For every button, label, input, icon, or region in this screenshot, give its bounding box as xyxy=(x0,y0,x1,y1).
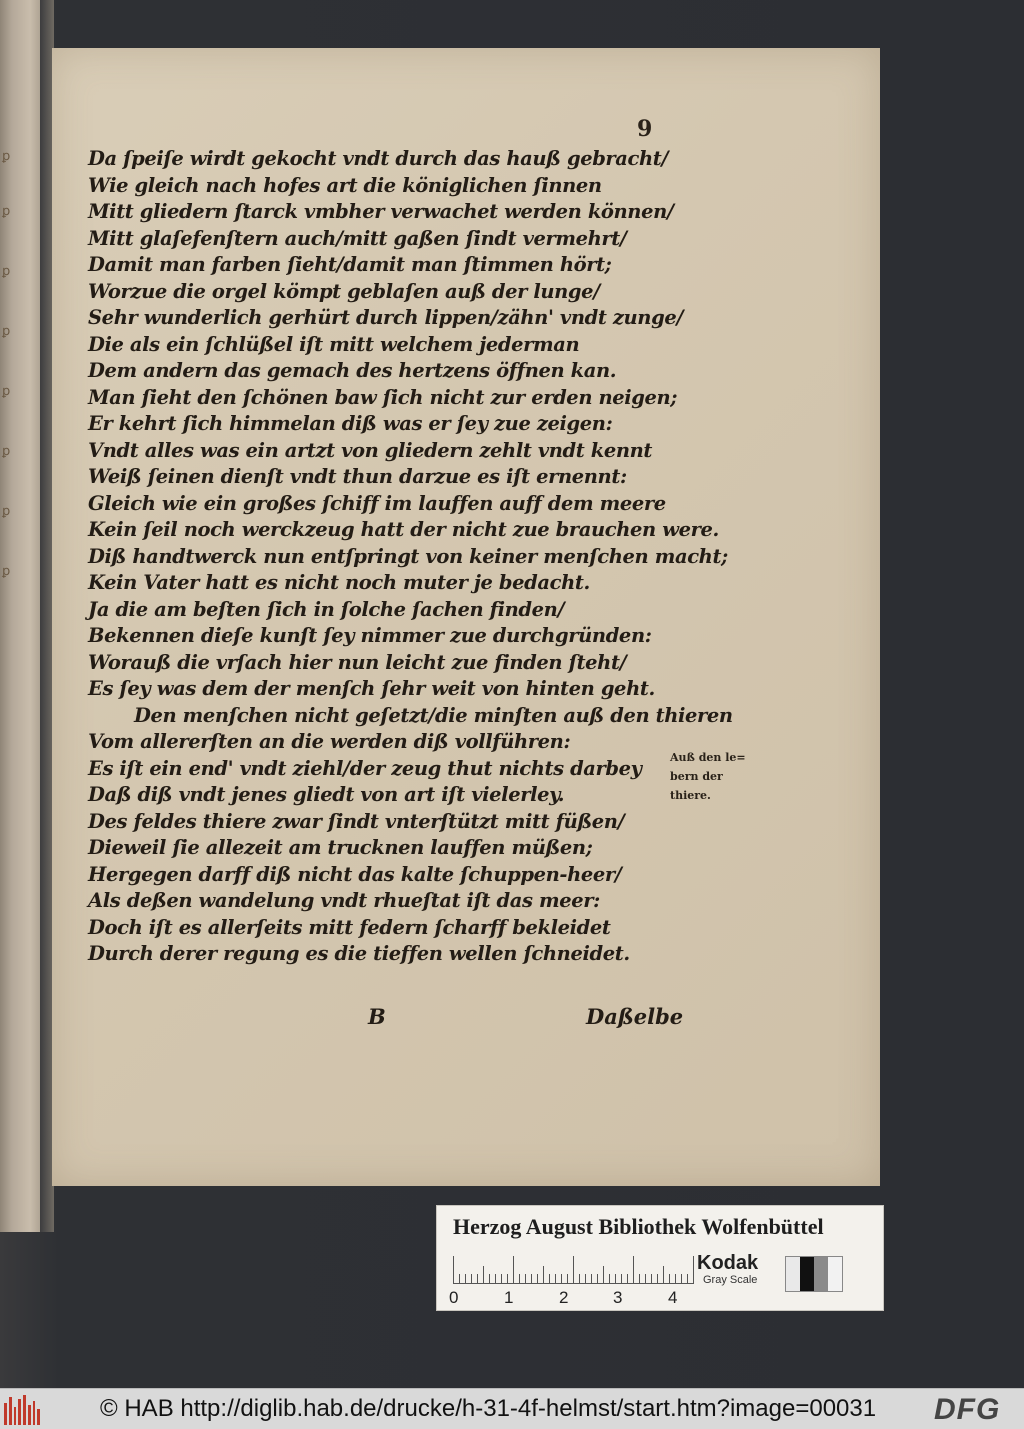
ruler-tick xyxy=(639,1274,640,1284)
margin-note xyxy=(670,748,780,805)
poem-line: Doch iſt es allerſeits mitt federn ſcharff bekleidet xyxy=(88,915,611,939)
poem-line: Damit man farben ſieht/damit man ſtimmen hört; xyxy=(88,253,612,276)
ruler-tick xyxy=(531,1274,532,1284)
ruler-tick xyxy=(519,1274,520,1284)
gray-scale-label: Gray Scale xyxy=(703,1274,758,1286)
poem-line: Ja die am beſten ſich in ſolche ſachen finden/ xyxy=(88,597,565,621)
poem-line: Dem andern das gemach des hertzens öffnen kan. xyxy=(88,359,617,382)
ruler-tick xyxy=(555,1274,556,1284)
poem-line: Er kehrt ſich himmelan diß was er ſey zue zeigen: xyxy=(88,412,613,435)
poem-line: Worauß die vrſach hier nun leicht zue finden ſteht/ xyxy=(88,650,627,674)
margin-note-line: thiere. xyxy=(670,789,711,802)
ruler-tick xyxy=(615,1274,616,1284)
footer-bar xyxy=(0,1388,1024,1429)
poem-line: Es iſt ein end' vndt ziehl/der zeug thut nichts darbey xyxy=(88,756,642,780)
poem-line: Man ſieht den ſchönen baw ſich nicht zur erden neigen; xyxy=(88,385,678,409)
ruler-tick xyxy=(681,1274,682,1284)
page-number: 9 xyxy=(637,116,653,142)
poem-line: Mitt glaſefenſtern auch/mitt gaßen ſindt vermehrt/ xyxy=(88,226,627,250)
poem-line: Worzue die orgel kömpt geblaſen auß der lunge/ xyxy=(88,279,600,303)
poem-line: Mitt gliedern ſtarck vmbher verwachet werden können/ xyxy=(88,200,674,223)
poem-line: Kein ſeil noch werckzeug hatt der nicht zue brauchen were. xyxy=(88,518,719,541)
ruler-label: 3 xyxy=(613,1288,623,1307)
poem-line: Dieweil ſie allezeit am trucknen lauffen müßen; xyxy=(88,836,593,859)
ruler-tick xyxy=(489,1274,490,1284)
ruler-tick xyxy=(483,1266,484,1284)
ruler-tick xyxy=(663,1266,664,1284)
poem-line: Hergegen darff diß nicht das kalte ſchuppen-heer/ xyxy=(88,862,622,886)
library-color-target-card xyxy=(436,1205,884,1311)
ruler-tick xyxy=(621,1274,622,1284)
ruler-tick xyxy=(513,1256,514,1284)
poem-line: Weiß ſeinen dienſt vndt thun darzue es iſt ernennt: xyxy=(88,465,627,488)
ruler-tick xyxy=(603,1266,604,1284)
ruler-label: 0 xyxy=(449,1288,459,1307)
poem-line: Durch derer regung es die tieffen wellen ſchneidet. xyxy=(88,942,630,965)
facing-page-edge xyxy=(0,0,44,1232)
ruler-tick xyxy=(567,1274,568,1284)
facing-page-fragment: ꝑ xyxy=(2,384,11,399)
copyright-url-link[interactable]: © HAB http://diglib.hab.de/drucke/h-31-4f-helmst/start.htm?image=00031 xyxy=(100,1395,877,1422)
ruler-tick xyxy=(591,1274,592,1284)
poem-line: Wie gleich nach hofes art die königlichen ſinnen xyxy=(88,173,602,197)
ruler-tick xyxy=(585,1274,586,1284)
poem-line: Es ſey was dem der menſch ſehr weit von hinten geht. xyxy=(88,677,655,700)
ruler-tick xyxy=(549,1274,550,1284)
ruler-label: 4 xyxy=(668,1288,678,1307)
poem-line: Den menſchen nicht geſetzt/die minſten auß den thieren xyxy=(134,703,733,727)
ruler-tick xyxy=(609,1274,610,1284)
facing-page-fragment: ꝑ xyxy=(2,444,11,459)
ruler-tick xyxy=(537,1274,538,1284)
ruler-label: 2 xyxy=(559,1288,569,1307)
facing-page-fragment: ꝑ xyxy=(2,564,11,579)
poem-line: Vom allererſten an die werden diß vollführen: xyxy=(88,730,571,753)
ruler-tick xyxy=(645,1274,646,1284)
margin-note-line: bern der xyxy=(670,770,723,783)
gray-scale-patches xyxy=(785,1256,843,1292)
facing-page-fragment: ꝑ xyxy=(2,324,11,339)
ruler-tick xyxy=(651,1274,652,1284)
poem-line: Diß handtwerck nun entſpringt von keiner menſchen macht; xyxy=(88,544,728,568)
ruler-tick xyxy=(669,1274,670,1284)
ruler-tick xyxy=(453,1256,454,1284)
facing-page-fragment: ꝑ xyxy=(2,149,11,164)
ruler-tick xyxy=(579,1274,580,1284)
signature-mark: B xyxy=(368,1004,386,1029)
ruler-tick xyxy=(495,1274,496,1284)
ruler-tick xyxy=(543,1266,544,1284)
ruler-labels xyxy=(449,1288,699,1308)
ruler-tick xyxy=(561,1274,562,1284)
poem-line: Kein Vater hatt es nicht noch muter je bedacht. xyxy=(88,571,590,594)
ruler-tick xyxy=(465,1274,466,1284)
hab-logo-icon xyxy=(4,1395,40,1425)
facing-page-fragment: ꝑ xyxy=(2,504,11,519)
poem-line: Die als ein ſchlüßel iſt mitt welchem jederman xyxy=(88,332,580,356)
poem-line: Des feldes thiere zwar ſindt vnterſtützt mitt füßen/ xyxy=(88,809,625,833)
ruler-tick xyxy=(525,1274,526,1284)
poem-line: Da ſpeiſe wirdt gekocht vndt durch das hauß gebracht/ xyxy=(88,147,669,170)
poem-line: Vndt alles was ein artzt von gliedern zehlt vndt kennt xyxy=(88,438,653,462)
ruler-tick xyxy=(687,1274,688,1284)
ruler-tick xyxy=(657,1274,658,1284)
ruler-tick xyxy=(675,1274,676,1284)
facing-page-fragment: ꝑ xyxy=(2,204,11,219)
catchword: Daßelbe xyxy=(586,1004,684,1029)
ruler-tick xyxy=(573,1256,574,1284)
margin-note-line: Auß den le= xyxy=(670,751,746,764)
poem-line: Sehr wunderlich gerhürt durch lippen/zähn' vndt zunge/ xyxy=(88,306,684,329)
facing-page-fragment: ꝑ xyxy=(2,264,11,279)
scale-ruler xyxy=(453,1252,693,1284)
dfg-logo: DFG xyxy=(934,1393,1001,1426)
library-name: Herzog August Bibliothek Wolfenbüttel xyxy=(453,1214,824,1239)
book-page xyxy=(52,48,880,1186)
ruler-tick xyxy=(471,1274,472,1284)
ruler-tick xyxy=(459,1274,460,1284)
ruler-tick xyxy=(507,1274,508,1284)
poem-line: Bekennen dieſe kunſt ſey nimmer zue durchgründen: xyxy=(88,624,652,647)
ruler-tick xyxy=(627,1274,628,1284)
kodak-logo: Kodak xyxy=(697,1252,759,1274)
ruler-tick xyxy=(633,1256,634,1284)
ruler-tick xyxy=(501,1274,502,1284)
poem-line: Daß diß vndt jenes gliedt von art iſt vielerley. xyxy=(88,783,565,806)
poem-line: Gleich wie ein großes ſchiff im lauffen auff dem meere xyxy=(88,491,666,515)
ruler-tick xyxy=(597,1274,598,1284)
ruler-label: 1 xyxy=(504,1288,514,1307)
poem-line: Als deßen wandelung vndt rhueſtat iſt das meer: xyxy=(88,889,600,912)
ruler-tick xyxy=(477,1274,478,1284)
ruler-tick xyxy=(693,1256,694,1284)
